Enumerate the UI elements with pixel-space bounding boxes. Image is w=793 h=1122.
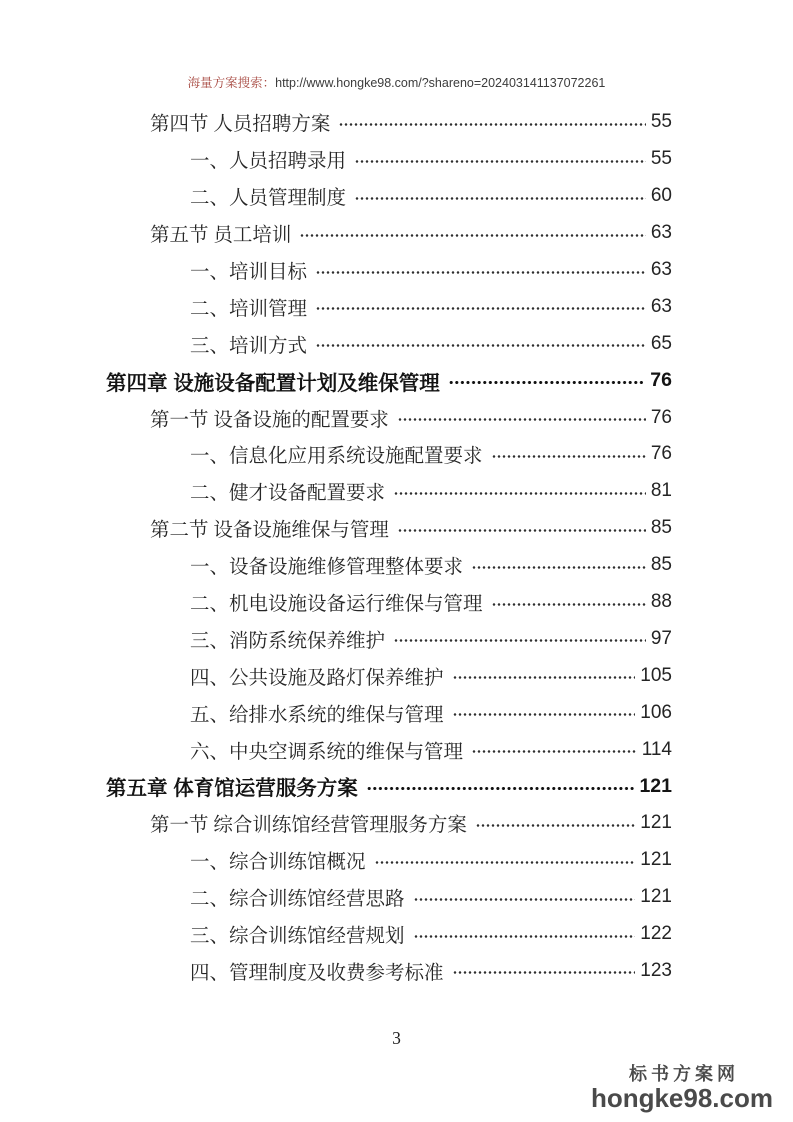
toc-entry[interactable] [106, 879, 672, 916]
dot-leader [476, 822, 635, 829]
search-hint-label: 海量方案搜索： [187, 76, 276, 90]
toc-entry-page-number: 97 [650, 627, 672, 649]
watermark-site-name: 标书方案网 [628, 1063, 739, 1084]
dot-leader [339, 121, 645, 128]
toc-entry-title: 三、消防系统保养维护 [190, 630, 386, 652]
toc-entry-title: 第二节 设备设施维保与管理 [150, 520, 389, 542]
toc-entry-page-number: 81 [650, 480, 672, 502]
dot-leader [355, 195, 646, 202]
toc-entry-page-number: 114 [641, 738, 672, 760]
toc-entry-page-number: 121 [640, 812, 672, 834]
toc-entry-page-number: 63 [650, 222, 672, 244]
toc-entry-page-number: 121 [640, 849, 672, 871]
toc-entry-title: 三、培训方式 [190, 335, 308, 357]
toc-entry-title: 第五章 体育馆运营服务方案 [106, 777, 358, 801]
toc-entry-title: 四、管理制度及收费参考标准 [190, 962, 444, 984]
toc-entry[interactable] [106, 178, 672, 215]
toc-entry-title: 二、健才设备配置要求 [190, 483, 386, 505]
toc-entry-page-number: 121 [639, 774, 672, 797]
toc-entry-page-number: 76 [650, 406, 672, 428]
toc-entry-page-number: 60 [650, 185, 672, 207]
toc-entry-title: 五、给排水系统的维保与管理 [190, 704, 444, 726]
toc-entry-title: 一、信息化应用系统设施配置要求 [190, 446, 483, 468]
toc-entry[interactable] [106, 252, 672, 289]
toc-entry[interactable] [106, 952, 672, 989]
dot-leader [472, 564, 646, 571]
toc-entry-page-number: 85 [650, 554, 672, 576]
toc-entry[interactable] [106, 657, 672, 694]
toc-entry-title: 一、人员招聘录用 [190, 151, 347, 173]
toc-entry-page-number: 55 [650, 148, 672, 170]
toc-entry[interactable] [106, 510, 672, 547]
toc-entry[interactable] [106, 362, 672, 399]
toc-entry[interactable] [106, 325, 672, 362]
toc-entry-page-number: 63 [650, 259, 672, 280]
dot-leader [492, 601, 646, 608]
dot-leader [355, 158, 646, 165]
toc-entry-title: 二、培训管理 [190, 298, 308, 320]
toc-entry-title: 六、中央空调系统的维保与管理 [190, 741, 464, 763]
toc-entry[interactable] [106, 215, 672, 252]
dot-leader [414, 933, 636, 940]
toc-entry-title: 一、综合训练馆概况 [190, 852, 366, 874]
dot-leader [316, 305, 646, 312]
site-watermark [591, 1064, 773, 1113]
dot-leader [316, 342, 646, 349]
dot-leader [453, 674, 636, 681]
toc-list [106, 104, 672, 989]
toc-entry[interactable] [106, 620, 672, 657]
toc-entry-page-number: 76 [650, 443, 672, 465]
dot-leader [472, 748, 637, 755]
dot-leader [414, 896, 636, 903]
toc-entry-title: 一、设备设施维修管理整体要求 [190, 557, 464, 579]
toc-entry-title: 第四节 人员招聘方案 [150, 114, 331, 136]
watermark-site-domain: hongke98.com [590, 1082, 773, 1113]
toc-entry-page-number: 122 [640, 923, 672, 945]
dot-leader [449, 379, 646, 386]
dot-leader [316, 269, 646, 276]
toc-entry-title: 三、综合训练馆经营规划 [190, 926, 405, 948]
dot-leader [398, 416, 646, 423]
toc-entry-title: 二、综合训练馆经营思路 [190, 889, 405, 911]
toc-entry[interactable] [106, 436, 672, 473]
toc-entry-page-number: 105 [640, 664, 672, 686]
dot-leader [367, 785, 635, 792]
toc-entry-page-number: 85 [650, 517, 672, 539]
toc-entry-page-number: 106 [640, 701, 672, 723]
dot-leader [453, 711, 636, 718]
dot-leader [300, 232, 645, 239]
toc-entry[interactable] [106, 805, 672, 842]
toc-entry[interactable] [106, 842, 672, 879]
toc-entry-title: 二、人员管理制度 [190, 188, 347, 210]
toc-entry-page-number: 76 [650, 369, 672, 392]
toc-entry[interactable] [106, 768, 672, 805]
toc-entry-page-number: 55 [650, 111, 672, 133]
toc-entry[interactable] [106, 731, 672, 768]
dot-leader [394, 490, 646, 497]
toc-entry[interactable] [106, 288, 672, 325]
toc-entry[interactable] [106, 547, 672, 584]
toc-entry-title: 四、公共设施及路灯保养维护 [190, 667, 444, 689]
toc-entry-title: 第四章 设施设备配置计划及维保管理 [106, 371, 440, 395]
toc-entry-page-number: 65 [650, 332, 672, 354]
toc-entry-page-number: 63 [650, 295, 672, 317]
dot-leader [492, 453, 646, 460]
toc-entry[interactable] [106, 694, 672, 731]
toc-entry[interactable] [106, 916, 672, 953]
toc-entry[interactable] [106, 141, 672, 178]
toc-entry[interactable] [106, 584, 672, 621]
toc-entry-title: 第五节 员工培训 [150, 225, 292, 247]
page-header [0, 73, 793, 91]
dot-leader [453, 969, 636, 976]
toc-entry-title: 第一节 设备设施的配置要求 [150, 409, 389, 431]
share-url-link[interactable]: http://www.hongke98.com/?shareno=202403141137072261 [275, 76, 606, 90]
toc-entry-title: 第一节 综合训练馆经营管理服务方案 [150, 815, 467, 837]
toc-entry[interactable] [106, 473, 672, 510]
dot-leader [375, 859, 636, 866]
dot-leader [398, 527, 646, 534]
toc-entry[interactable] [106, 399, 672, 436]
toc-entry-page-number: 121 [640, 886, 672, 908]
toc-entry-title: 二、机电设施设备运行维保与管理 [190, 594, 483, 616]
toc-entry-page-number: 123 [640, 959, 672, 981]
toc-entry-title: 一、培训目标 [190, 262, 308, 283]
dot-leader [394, 637, 646, 644]
toc-entry-page-number: 88 [650, 591, 672, 613]
toc-entry[interactable] [106, 104, 672, 141]
page-number: 3 [392, 1028, 401, 1048]
